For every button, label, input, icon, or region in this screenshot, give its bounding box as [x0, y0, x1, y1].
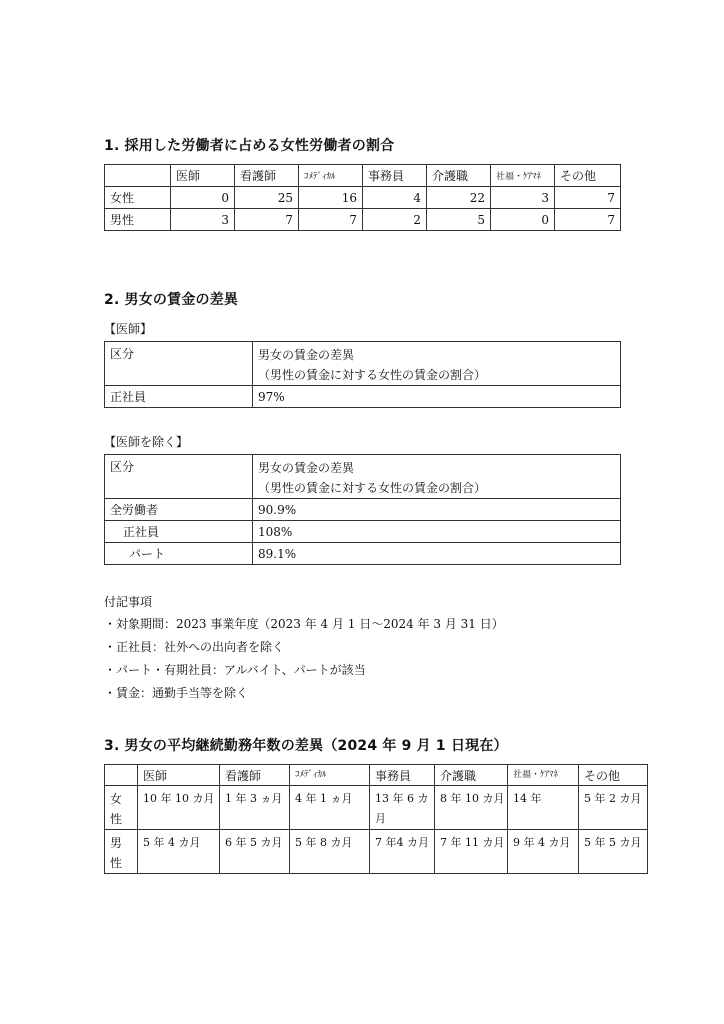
section2-title: 2. 男女の賃金の差異 [104, 292, 239, 308]
header-cell: 社福・ｹｱﾏﾈ [508, 765, 579, 786]
header-subtext: （男性の賃金に対する女性の賃金の割合） [258, 481, 487, 495]
table-cell: 7 年4 カ月 [370, 830, 435, 874]
hiring-ratio-table [104, 164, 621, 231]
header-cell [105, 165, 171, 187]
row-label: 正社員 [105, 386, 253, 408]
table-cell: 90.9% [253, 499, 621, 521]
header-cell: 事務員 [370, 765, 435, 786]
header-cell: 介護職 [427, 165, 491, 187]
non-doctor-label: 【医師を除く】 [104, 435, 189, 449]
table-row [105, 543, 621, 565]
table-header-row [105, 342, 621, 386]
table-row [105, 830, 648, 874]
table-row [105, 386, 621, 408]
header-cell [105, 765, 138, 786]
header-cell: 看護師 [235, 165, 299, 187]
note-item: ・パート・有期社員：アルバイト、パートが該当 [104, 663, 366, 677]
header-cell: 介護職 [435, 765, 508, 786]
table-row [105, 187, 621, 209]
note-item: ・賃金：通勤手当等を除く [104, 686, 249, 700]
row-label: 正社員 [105, 521, 253, 543]
table-cell: 5 [427, 209, 491, 231]
doctor-label: 【医師】 [104, 322, 153, 336]
header-cell: その他 [555, 165, 621, 187]
header-cell: 区分 [105, 342, 253, 386]
table-cell: 5 年 5 カ月 [579, 830, 648, 874]
header-cell: 事務員 [363, 165, 427, 187]
header-cell: 社福・ｹｱﾏﾈ [491, 165, 555, 187]
doctor-wage-table [104, 341, 621, 408]
header-subtext: （男性の賃金に対する女性の賃金の割合） [258, 368, 487, 382]
row-label: 男性 [105, 209, 171, 231]
row-label: 全労働者 [105, 499, 253, 521]
header-cell: ｺﾒﾃﾞｨｶﾙ [290, 765, 370, 786]
note-item: ・対象期間：2023 事業年度（2023 年 4 月 1 日～2024 年 3 月 31 日） [104, 617, 504, 631]
notes-title: 付記事項 [104, 595, 153, 609]
row-label: 女性 [105, 786, 138, 830]
table-cell: 8 年 10 カ月 [435, 786, 508, 830]
header-cell: ｺﾒﾃﾞｨｶﾙ [299, 165, 363, 187]
table-cell: 16 [299, 187, 363, 209]
table-cell: 97% [253, 386, 621, 408]
table-header-row [105, 455, 621, 499]
header-cell [253, 455, 621, 499]
table-cell: 0 [171, 187, 235, 209]
table-cell: 108% [253, 521, 621, 543]
section3-title: 3. 男女の平均継続勤務年数の差異（2024 年 9 月 1 日現在） [104, 738, 508, 754]
table-cell: 3 [491, 187, 555, 209]
row-label: パート [105, 543, 253, 565]
table-cell: 7 [555, 187, 621, 209]
row-label: 女性 [105, 187, 171, 209]
tenure-table [104, 764, 648, 874]
table-cell: 5 年 4 カ月 [138, 830, 220, 874]
table-cell: 2 [363, 209, 427, 231]
table-row [105, 209, 621, 231]
table-cell: 5 年 8 カ月 [290, 830, 370, 874]
table-cell: 25 [235, 187, 299, 209]
table-cell: 6 年 5 カ月 [220, 830, 290, 874]
table-header-row [105, 765, 648, 786]
table-row [105, 786, 648, 830]
table-cell: 9 年 4 カ月 [508, 830, 579, 874]
header-text: 男女の賃金の差異 [258, 461, 355, 475]
table-cell: 4 年 1 ヵ月 [290, 786, 370, 830]
section1-title: 1. 採用した労働者に占める女性労働者の割合 [104, 138, 395, 154]
table-cell: 5 年 2 カ月 [579, 786, 648, 830]
table-cell: 7 年 11 カ月 [435, 830, 508, 874]
header-text: 男女の賃金の差異 [258, 348, 355, 362]
note-item: ・正社員：社外への出向者を除く [104, 640, 285, 654]
header-cell: 医師 [138, 765, 220, 786]
table-cell: 1 年 3 ヵ月 [220, 786, 290, 830]
table-cell: 22 [427, 187, 491, 209]
table-row [105, 499, 621, 521]
header-cell: 医師 [171, 165, 235, 187]
table-cell: 14 年 [508, 786, 579, 830]
header-cell: 区分 [105, 455, 253, 499]
row-label: 男性 [105, 830, 138, 874]
table-header-row [105, 165, 621, 187]
table-cell: 13 年 6 カ月 [370, 786, 435, 830]
table-cell: 7 [235, 209, 299, 231]
header-cell: その他 [579, 765, 648, 786]
table-cell: 4 [363, 187, 427, 209]
non-doctor-wage-table [104, 454, 621, 565]
table-row [105, 521, 621, 543]
table-cell: 7 [555, 209, 621, 231]
table-cell: 0 [491, 209, 555, 231]
table-cell: 3 [171, 209, 235, 231]
table-cell: 89.1% [253, 543, 621, 565]
header-cell: 看護師 [220, 765, 290, 786]
table-cell: 7 [299, 209, 363, 231]
table-cell: 10 年 10 カ月 [138, 786, 220, 830]
header-cell [253, 342, 621, 386]
